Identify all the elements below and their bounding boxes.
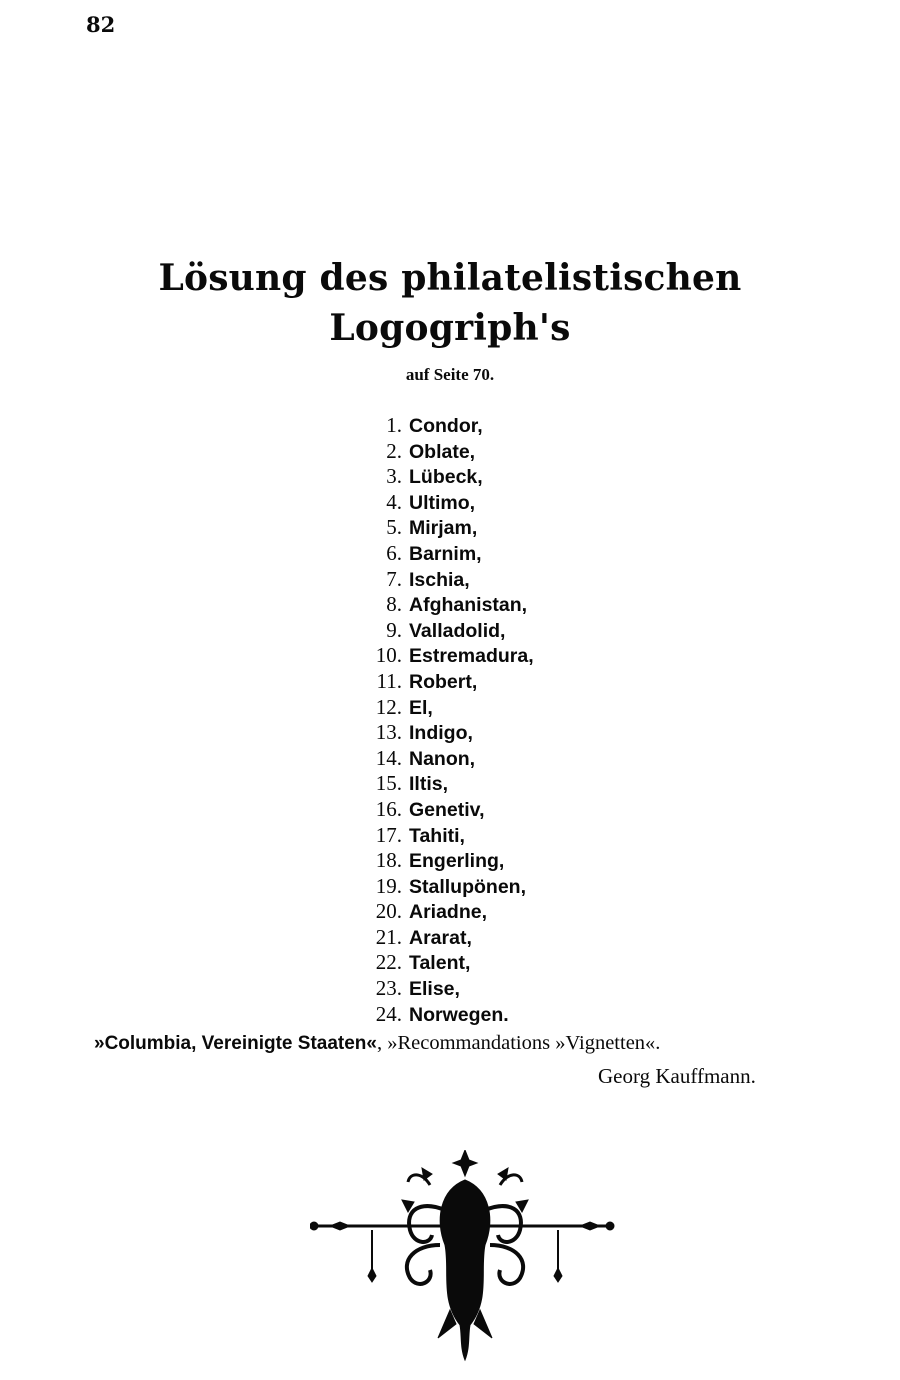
answer-word: Ararat, bbox=[409, 926, 472, 949]
answer-word: Norwegen. bbox=[409, 1003, 509, 1026]
answer-number: 20. bbox=[375, 899, 402, 924]
answer-word: Mirjam, bbox=[409, 517, 478, 540]
answer-item bbox=[340, 541, 700, 567]
signature: Georg Kauffmann. bbox=[598, 1064, 756, 1088]
answer-item bbox=[340, 1002, 700, 1028]
answer-word: Tahiti, bbox=[409, 824, 465, 847]
answer-item bbox=[340, 720, 700, 746]
answer-number: 15. bbox=[375, 771, 402, 796]
answer-number: 7. bbox=[386, 566, 402, 591]
answer-item bbox=[340, 823, 700, 849]
page-title bbox=[0, 253, 900, 353]
answer-number: 6. bbox=[386, 540, 402, 565]
answer-number: 17. bbox=[375, 822, 402, 847]
answer-item bbox=[340, 490, 700, 516]
answer-item bbox=[340, 976, 700, 1002]
answer-number: 12. bbox=[375, 694, 402, 719]
answer-word: Barnim, bbox=[409, 542, 482, 565]
answer-item bbox=[340, 618, 700, 644]
title-line-1: Lösung des philatelistischen bbox=[158, 257, 742, 299]
answer-item bbox=[340, 643, 700, 669]
answer-number: 2. bbox=[386, 438, 402, 463]
answer-word: Indigo, bbox=[409, 722, 473, 745]
page-number: 82 bbox=[86, 12, 116, 37]
answer-number: 3. bbox=[386, 464, 402, 489]
answer-number: 16. bbox=[375, 796, 402, 821]
answer-number: 1. bbox=[386, 413, 402, 437]
answer-number: 10. bbox=[375, 643, 402, 668]
answer-word: Valladolid, bbox=[409, 619, 506, 642]
solver-phrase-rest: , »Recommandations »Vignetten«. bbox=[376, 1032, 661, 1054]
answer-number: 24. bbox=[375, 1001, 402, 1026]
answer-word: Estremadura, bbox=[409, 645, 534, 668]
answer-word: Iltis, bbox=[409, 773, 449, 796]
answer-number: 18. bbox=[375, 848, 402, 873]
answer-item bbox=[340, 439, 700, 465]
answer-word: El, bbox=[409, 696, 433, 719]
answer-number: 23. bbox=[375, 976, 402, 1001]
answer-item bbox=[340, 874, 700, 900]
answer-number: 9. bbox=[386, 617, 402, 642]
answer-item bbox=[340, 746, 700, 772]
answer-number: 4. bbox=[386, 489, 402, 514]
answer-word: Condor, bbox=[409, 415, 483, 437]
answer-number: 22. bbox=[375, 950, 402, 975]
answer-word: Robert, bbox=[409, 670, 478, 693]
answer-number: 13. bbox=[375, 720, 402, 745]
answer-item bbox=[340, 899, 700, 925]
answer-word: Lübeck, bbox=[409, 466, 483, 489]
answer-word: Engerling, bbox=[409, 850, 505, 873]
answer-item bbox=[340, 950, 700, 976]
answer-item bbox=[340, 592, 700, 618]
answer-number: 21. bbox=[375, 924, 402, 949]
answer-word: Talent, bbox=[409, 952, 471, 975]
answer-item bbox=[340, 797, 700, 823]
answer-number: 14. bbox=[375, 745, 402, 770]
answer-number: 5. bbox=[386, 515, 402, 540]
answer-number: 8. bbox=[386, 592, 402, 617]
answer-item bbox=[340, 567, 700, 593]
answer-item bbox=[340, 669, 700, 695]
answer-word: Afghanistan, bbox=[409, 594, 528, 617]
answer-word: Ultimo, bbox=[409, 491, 476, 514]
answer-word: Ariadne, bbox=[409, 901, 488, 924]
answer-item bbox=[340, 771, 700, 797]
answer-word: Oblate, bbox=[409, 440, 476, 463]
answer-word: Nanon, bbox=[409, 747, 476, 770]
answer-number: 19. bbox=[375, 873, 402, 898]
title-line-2: Logogriph's bbox=[329, 307, 571, 349]
answer-item bbox=[340, 515, 700, 541]
answer-list bbox=[340, 413, 700, 1027]
answer-item bbox=[340, 464, 700, 490]
answer-item bbox=[340, 413, 700, 439]
answer-word: Genetiv, bbox=[409, 798, 485, 821]
solver-line bbox=[94, 1032, 854, 1055]
fleuron-ornament-icon bbox=[310, 1150, 620, 1370]
answer-word: Stallupönen, bbox=[409, 875, 526, 898]
solver-phrase-bold: »Columbia, Vereinigte Staaten« bbox=[94, 1033, 377, 1054]
answer-number: 11. bbox=[376, 668, 402, 693]
answer-item bbox=[340, 848, 700, 874]
answer-word: Elise, bbox=[409, 978, 460, 1001]
answer-word: Ischia, bbox=[409, 568, 470, 591]
answer-item bbox=[340, 925, 700, 951]
answer-item bbox=[340, 695, 700, 721]
subtitle: auf Seite 70. bbox=[405, 365, 495, 384]
